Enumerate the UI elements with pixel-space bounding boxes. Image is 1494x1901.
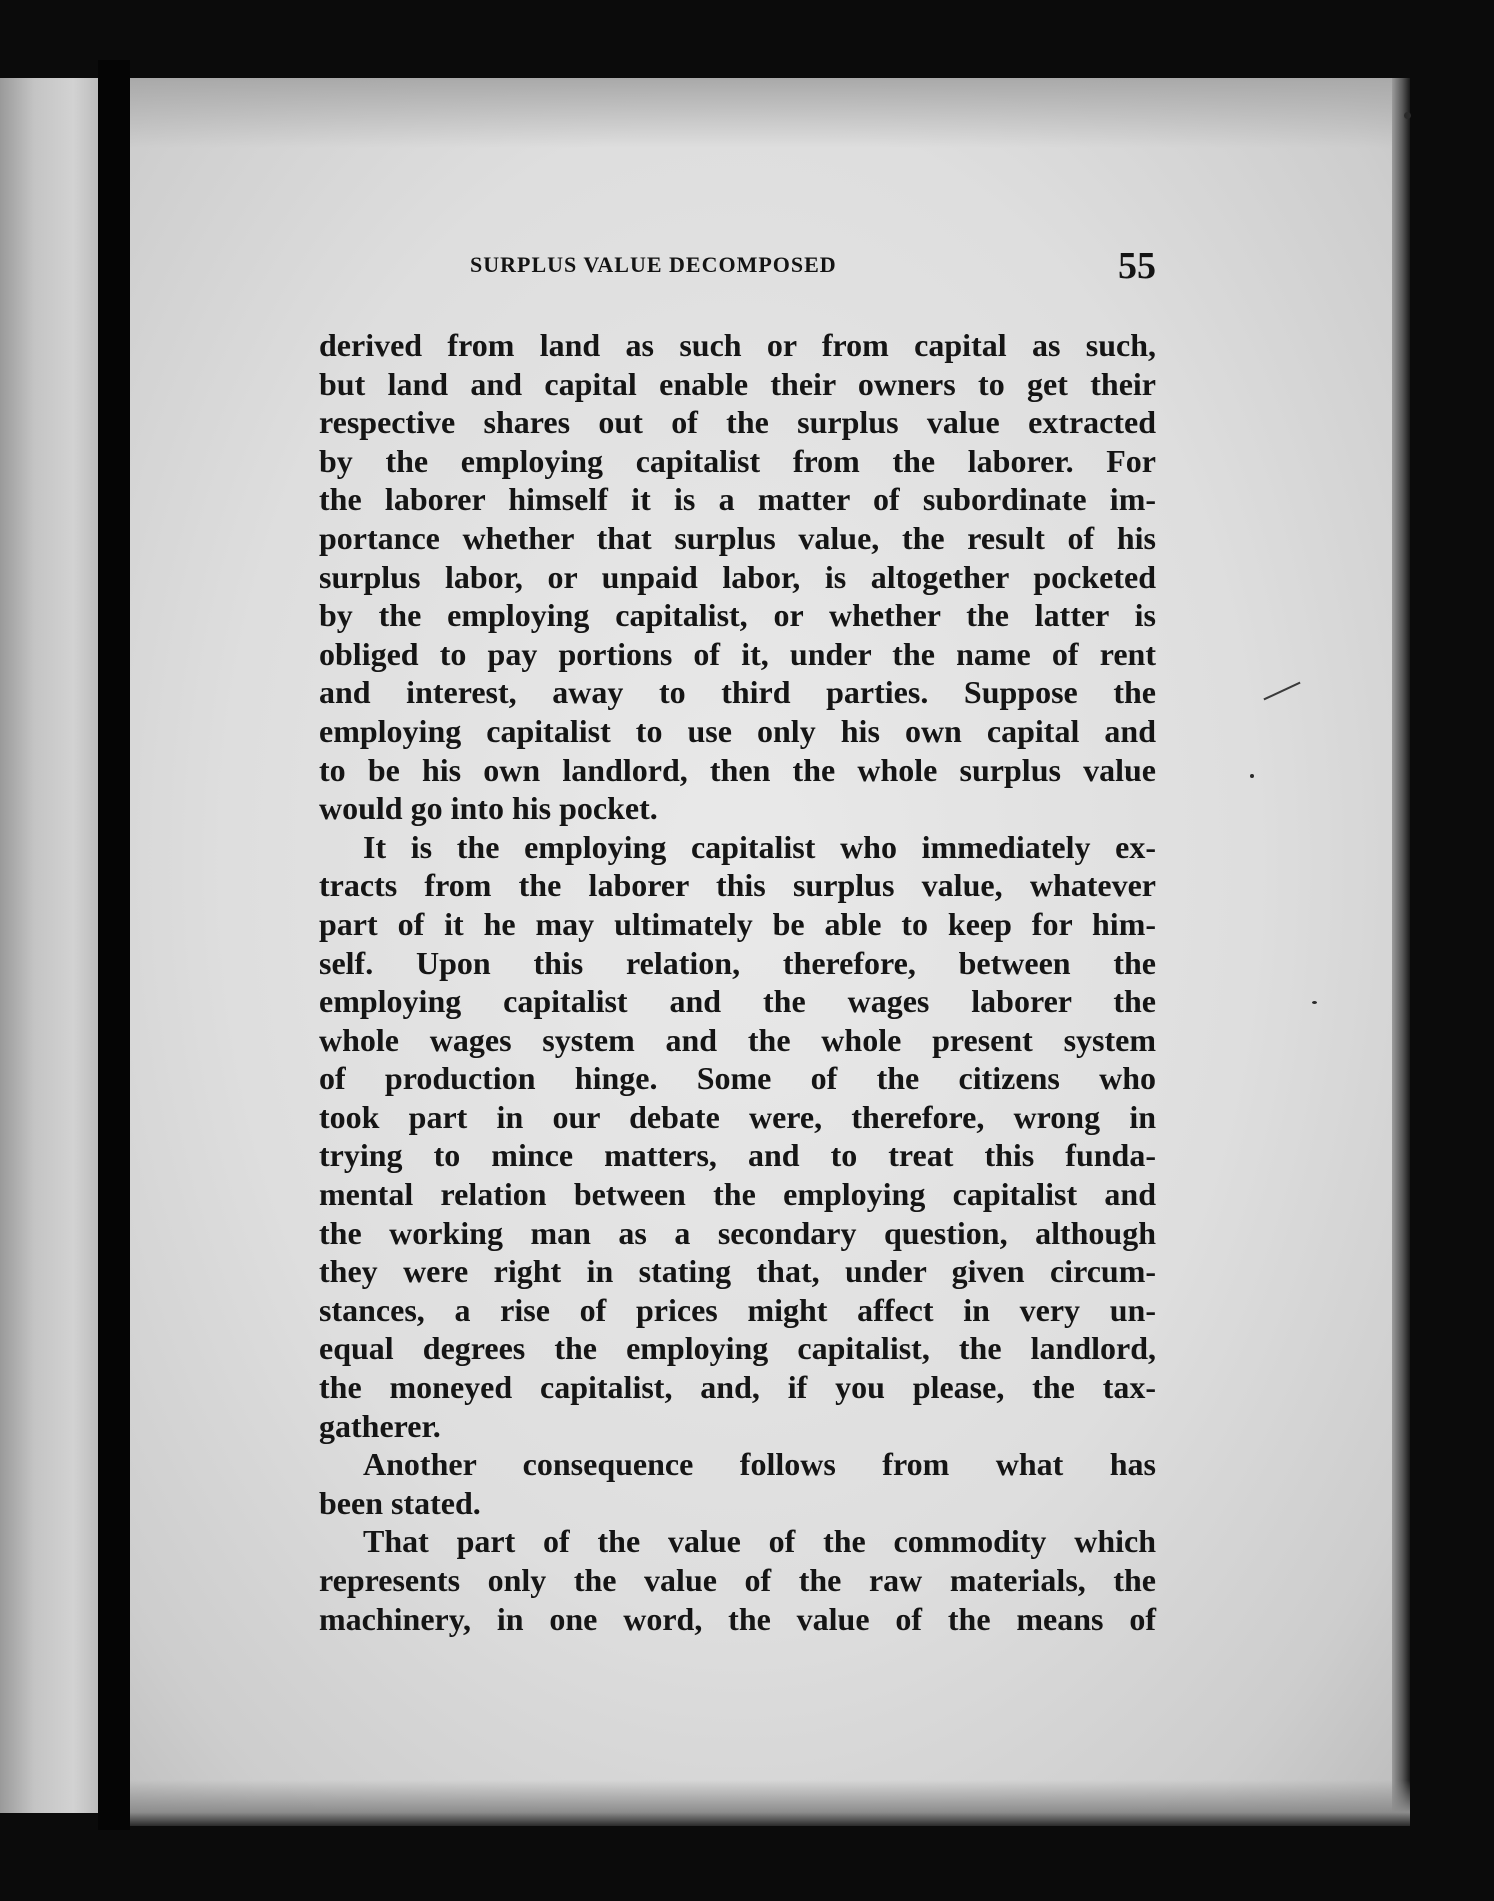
text-line: employing capitalist to use only his own capital and xyxy=(319,712,1156,749)
text-line: the moneyed capitalist, and, if you please, the tax- xyxy=(319,1369,1156,1406)
text-line: by the employing capitalist from the laborer. For xyxy=(319,442,1156,479)
text-line: they were right in stating that, under given circum- xyxy=(319,1253,1156,1290)
text-line: represents only the value of the raw materials, the xyxy=(319,1562,1156,1598)
page-bottom-edge xyxy=(130,1780,1410,1826)
text-line: part of it he may ultimately be able to keep for him- xyxy=(319,905,1156,942)
facing-page-edge xyxy=(0,78,98,1813)
page-top-shadow xyxy=(130,78,1402,148)
page-number: 55 xyxy=(1118,245,1156,287)
text-line: derived from land as such or from capital as such, xyxy=(319,327,1156,363)
text-line: portance whether that surplus value, the result of his xyxy=(319,519,1156,556)
text-line: took part in our debate were, therefore, wrong in xyxy=(319,1098,1156,1135)
text-line: employing capitalist and the wages laborer the xyxy=(319,983,1156,1020)
text-line: to be his own landlord, then the whole surplus value xyxy=(319,751,1156,788)
running-head: SURPLUS VALUE DECOMPOSED xyxy=(470,252,837,277)
scan-speck xyxy=(1312,1001,1317,1004)
text-line: but land and capital enable their owners to get their xyxy=(319,365,1156,402)
text-line: self. Upon this relation, therefore, between the xyxy=(319,944,1156,981)
text-line: tracts from the laborer this surplus value, whatever xyxy=(319,867,1156,904)
body-text xyxy=(319,326,1156,1638)
scan-speck xyxy=(1250,774,1254,778)
page-right-edge xyxy=(1392,78,1410,1823)
text-line: It is the employing capitalist who immediately ex- xyxy=(363,828,1156,865)
scan-speck xyxy=(1404,112,1411,119)
text-line: machinery, in one word, the value of the means of xyxy=(319,1600,1156,1637)
text-line: gatherer. xyxy=(319,1407,441,1444)
text-line: whole wages system and the whole present system xyxy=(319,1021,1156,1058)
text-line: stances, a rise of prices might affect in very un- xyxy=(319,1291,1156,1328)
text-line: would go into his pocket. xyxy=(319,790,658,827)
text-line: That part of the value of the commodity which xyxy=(363,1523,1156,1560)
text-line: equal degrees the employing capitalist, the landlord, xyxy=(319,1330,1156,1367)
text-line: the working man as a secondary question, although xyxy=(319,1214,1156,1251)
text-line: of production hinge. Some of the citizens who xyxy=(319,1060,1156,1097)
text-line: by the employing capitalist, or whether the latter is xyxy=(319,597,1156,634)
text-line: the laborer himself it is a matter of subordinate im- xyxy=(319,481,1156,518)
book-gutter xyxy=(98,60,130,1830)
text-line: and interest, away to third parties. Suppose the xyxy=(319,674,1156,711)
text-line: mental relation between the employing capitalist and xyxy=(319,1176,1156,1213)
text-line: surplus labor, or unpaid labor, is altogether pocketed xyxy=(319,558,1156,595)
text-line: respective shares out of the surplus value extracted xyxy=(319,404,1156,441)
text-line: trying to mince matters, and to treat this funda- xyxy=(319,1137,1156,1174)
text-line: obliged to pay portions of it, under the name of rent xyxy=(319,635,1156,672)
text-line: been stated. xyxy=(319,1484,481,1521)
text-line: Another consequence follows from what has xyxy=(363,1446,1156,1483)
